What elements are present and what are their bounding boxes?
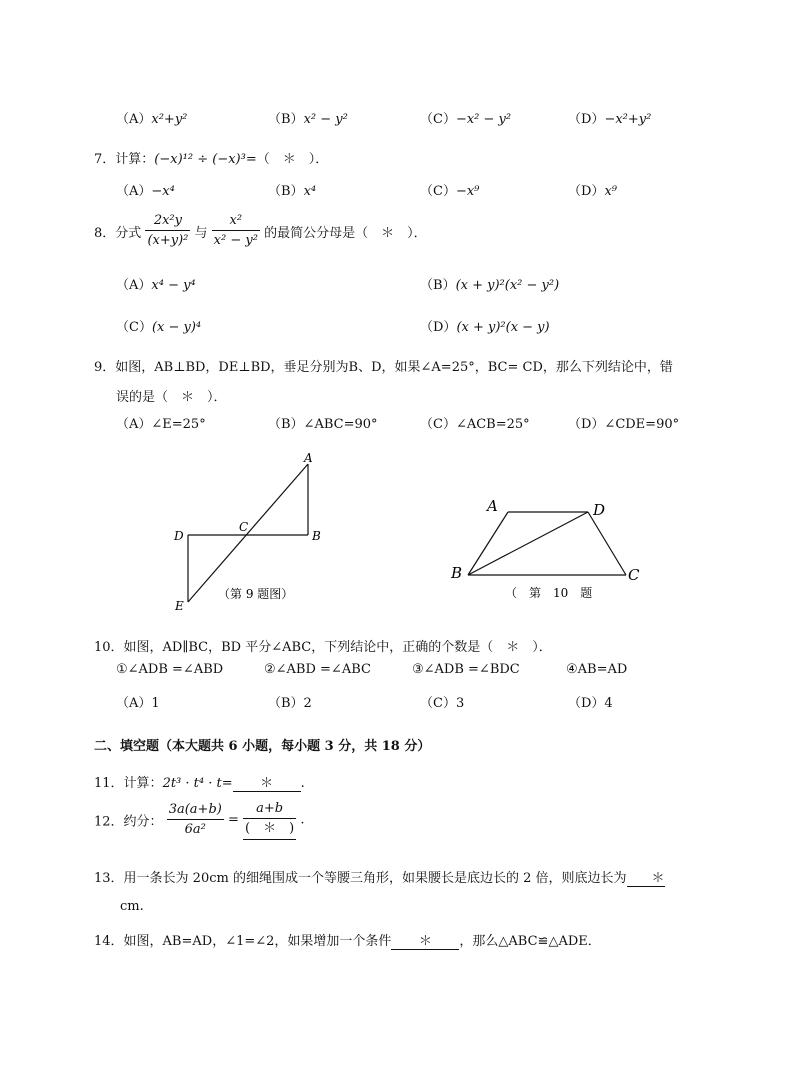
q10-statement-2: ②∠ABD =∠ABC (264, 662, 371, 677)
section-2-heading: 二、填空题（本大题共 6 小题，每小题 3 分，共 18 分） (94, 739, 431, 754)
q8-option-b: （B）(x + y)²(x² − y²) (420, 278, 560, 293)
q12-rhs-fraction: $\frac{a+b}{( * )}$ (243, 800, 296, 840)
q10-option-a: （A）1 (116, 696, 160, 711)
q9-stem-line2: 误的是（ ＊ ）． (116, 390, 227, 405)
q6-option-d: （D）−x²+y² (568, 112, 652, 127)
q10-stem: 10．如图，AD∥BC，BD 平分∠ABC，下列结论中，正确的个数是（ ＊ ）． (94, 640, 552, 655)
fig10-label-c: C (628, 566, 640, 584)
q7-stem: 7．计算：(−x)¹² ÷ (−x)³=（ ＊ ）． (94, 152, 329, 167)
q8-option-c: （C）(x − y)⁴ (116, 320, 202, 335)
figure-10 (440, 494, 650, 606)
fig9-label-b: B (312, 529, 321, 543)
fig9-label-a: A (304, 451, 313, 465)
q8-fraction-1: $\frac{\text{2x²y}}{\text{(x+y)²}}$ (147, 213, 189, 248)
q8-stem: 8．分式 $\frac{\text{2x²y}}{\text{(x+y)²}}$ 与 $\frac{\text{x²}}{\text{x² − y²}}$ 的最简公分母是（ ＊ ）． (94, 212, 427, 251)
q10-statement-3: ③∠ADB =∠BDC (412, 662, 520, 677)
q7-option-d: （D）x⁹ (568, 184, 617, 199)
fig10-label-d: D (593, 501, 606, 519)
fig10-label-b: B (451, 564, 463, 582)
q8-option-a: （A）x⁴ − y⁴ (116, 278, 196, 293)
q7-option-a: （A）−x⁴ (116, 184, 175, 199)
q12-lhs-fraction: $\frac{3a(a+b)}{\text{6a²}}$ (168, 801, 222, 837)
q7-option-b: （B）x⁴ (268, 184, 317, 199)
q13-stem: 13．用一条长为 20cm 的细绳围成一个等腰三角形，如果腰长是底边长的 2 倍，则底边长为 ＊ (94, 871, 665, 886)
segment-bd (468, 512, 588, 575)
q11-stem: 11．计算：2t³ · t⁴ · t= ＊ . (94, 776, 305, 791)
q11-answer-blank: ＊ (233, 776, 301, 792)
q10-statement-1: ①∠ADB =∠ABD (116, 662, 224, 677)
q10-option-c: （C）3 (420, 696, 465, 711)
q9-option-c: （C）∠ACB=25° (420, 417, 530, 432)
figure-9 (160, 448, 360, 614)
q10-option-b: （B）2 (268, 696, 312, 711)
q6-option-b: （B）x² − y² (268, 112, 348, 127)
q13-answer-blank: ＊ (627, 871, 665, 887)
fig10-caption: （ 第 10 题 (505, 586, 593, 600)
segment-ab (468, 512, 508, 575)
fig9-label-c: C (239, 520, 249, 534)
q8-option-d: （D）(x + y)²(x − y) (420, 320, 550, 335)
fig10-label-a: A (487, 497, 498, 515)
q7-option-c: （C）−x⁹ (420, 184, 480, 199)
q14-answer-blank: ＊ (391, 934, 459, 950)
q9-option-b: （B）∠ABC=90° (268, 417, 378, 432)
fig9-caption: （第 9 题图） (218, 587, 294, 601)
fig9-label-e: E (175, 599, 184, 613)
q8-fraction-2: $\frac{\text{x²}}{\text{x² − y²}}$ (213, 213, 258, 248)
q9-option-d: （D）∠CDE=90° (568, 417, 680, 432)
q14-stem: 14．如图，AB=AD，∠1=∠2，如果增加一个条件 ＊ ，那么△ABC≌△ADE． (94, 934, 601, 949)
q10-option-d: （D）4 (568, 696, 613, 711)
q13-stem-line2: cm. (120, 899, 144, 914)
q10-statement-4: ④AB=AD (566, 662, 628, 677)
fig9-label-d: D (174, 529, 184, 543)
q12-stem: 12．约分： $\frac{3a(a+b)}{\text{6a²}}$ = $\frac{a+b}{( * )}$ . (94, 800, 304, 840)
q6-option-c: （C）−x² − y² (420, 112, 512, 127)
segment-dc (588, 512, 626, 575)
q9-option-a: （A）∠E=25° (116, 417, 206, 432)
q6-option-a: （A）x²+y² (116, 112, 188, 127)
q9-stem-line1: 9．如图，AB⊥BD，DE⊥BD，垂足分别为B、D，如果∠A=25°，BC= CD，那么下列结论中，错 (94, 360, 673, 375)
